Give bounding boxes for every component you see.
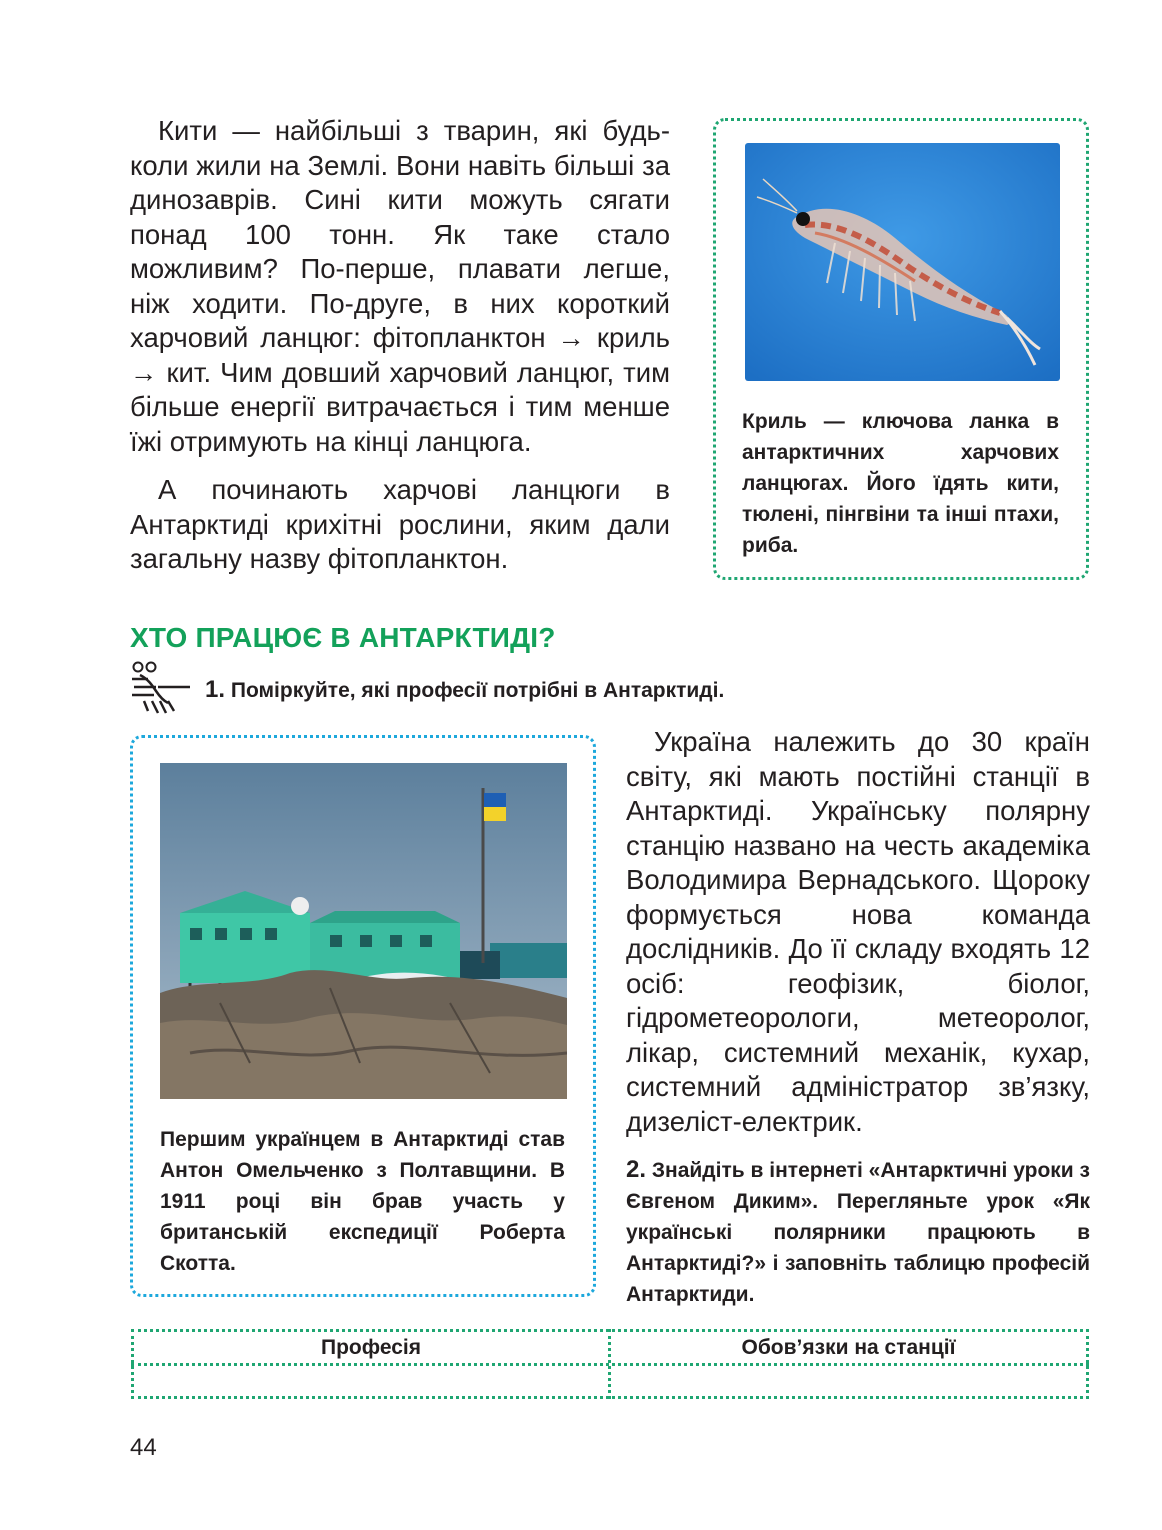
discussion-icon [130,661,200,719]
ukraine-paragraph: Україна належить до 30 країн світу, які мають постійні станції в Антарктиді. Українську полярну станцію названо на честь академіка Володимира Вернадського. Щороку формується нова команда дослідників. До її складу входять 12 осіб: геофізик, біолог, гідрометеорологи, метеоролог, лікар, системний механік, кухар, системний адміністратор зв’язку, дизеліст-електрик. [626,726,1090,1137]
krill-icon [745,143,1060,381]
task-2-text: Знайдіть в інтернеті «Антарктичні уроки з Євгеном Диким». Перегляньте урок «Як українські полярники працюють в Антарктиді?» і заповніть таблицю професій Антарктиди. [626,1159,1090,1306]
task-2-number: 2. [626,1156,647,1183]
table-border-right [1086,1329,1089,1399]
station-caption: Першим українцем в Антарктиді став Антон Омельченко з Полтавщини. В 1911 році він брав участь у британській експедиції Роберта Скотта. [160,1128,565,1275]
table-header-profession: Професія [320,1336,422,1359]
intro-text [130,114,670,577]
station-photo [160,763,567,1099]
krill-caption: Криль — ключова ланка в антарктичних харчових ланцюгах. Його їдять кити, тюлені, пінгвіни та інші птахи, риба. [742,410,1059,557]
table-cell-duties[interactable] [611,1366,1086,1396]
task-1-text: Поміркуйте, які професії потрібні в Антарктиді. [230,679,725,702]
intro-paragraph-2: А починають харчові ланцюги в Антарктиді крихітні рослини, яким дали загальну назву фітопланктон. [130,474,670,574]
professions-table [131,1329,1089,1399]
task-1-number: 1. [205,676,226,703]
station-image [160,763,567,1099]
intro-paragraph-1: Кити — найбільші з тварин, які будь-коли жили на Землі. Вони навіть більші за динозаврів. Сині кити можуть сягати понад 100 тонн. Як таке стало можливим? По-перше, плавати легше, ніж ходити. По-друге, в них короткий харчовий ланцюг: фітопланктон → криль → кит. Чим довший харчовий ланцюг, тим більше енергії витрачається і тим менше їжі отримують на кінці ланцюга. [130,115,670,457]
page-number: 44 [130,1434,157,1461]
task-1 [205,674,905,706]
section-heading: ХТО ПРАЦЮЄ В АНТАРКТИДІ? [130,622,556,653]
ukraine-text [626,725,1090,1139]
table-cell-profession[interactable] [134,1366,608,1396]
task-2 [626,1154,1090,1310]
krill-photo [745,143,1060,381]
table-header-duties: Обов’язки на станції [741,1336,956,1359]
